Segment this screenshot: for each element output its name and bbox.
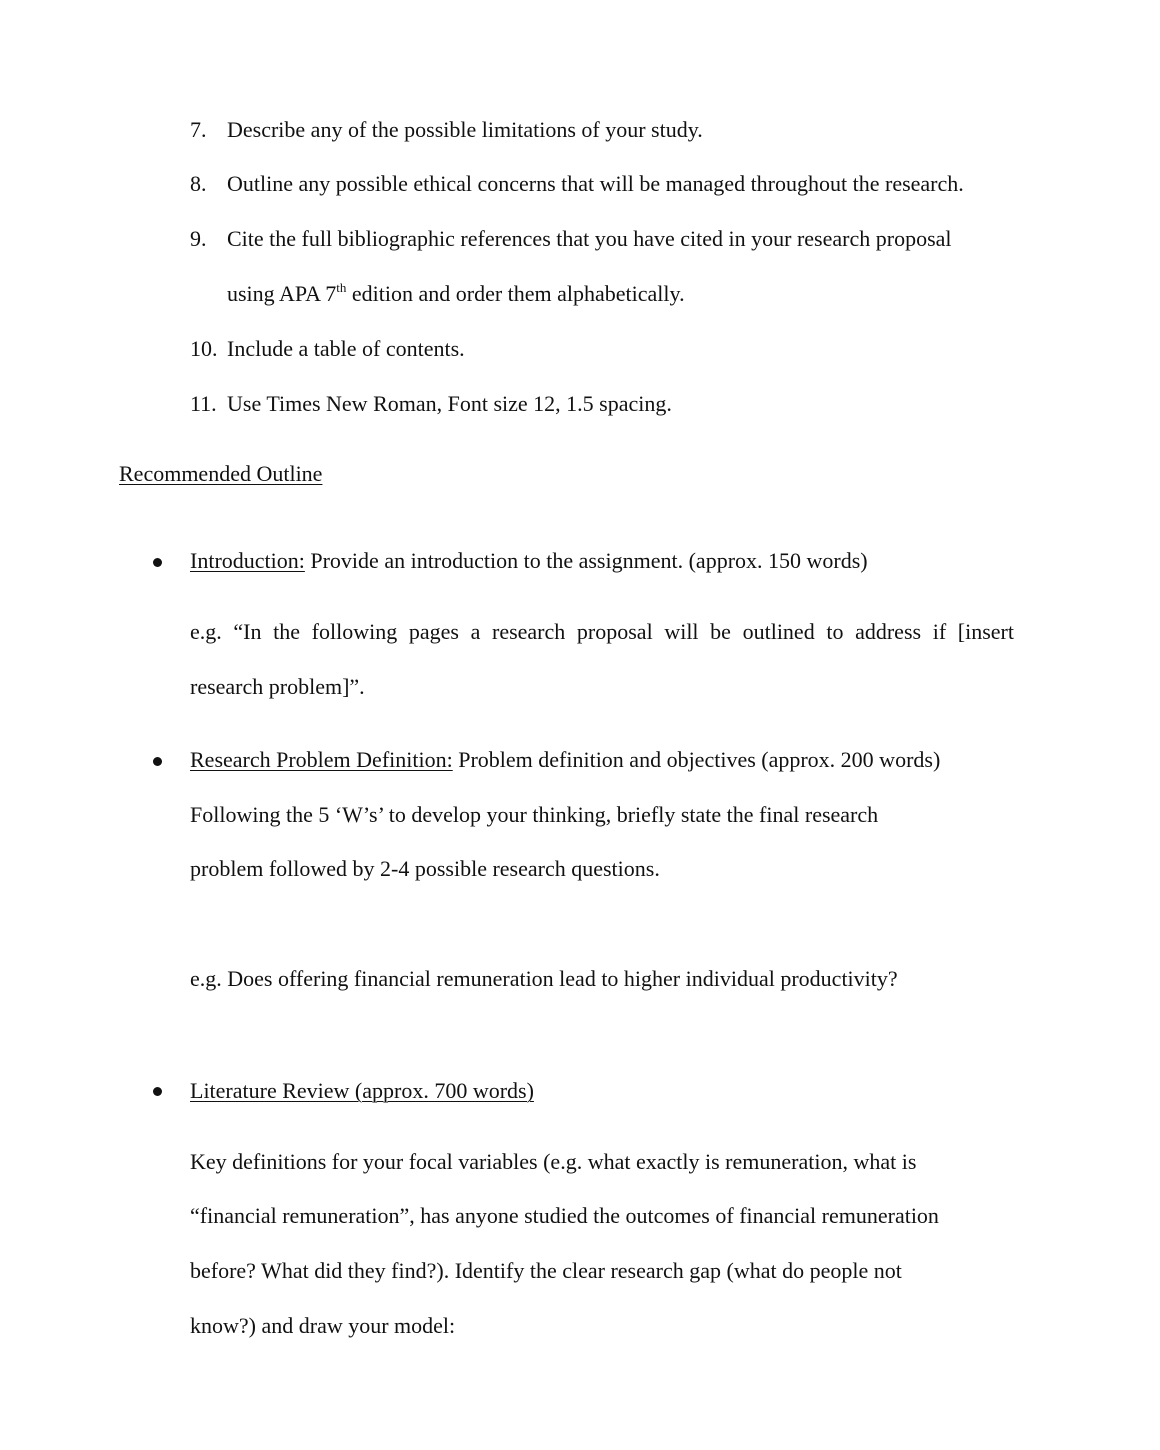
list-text-continued: using APA 7th edition and order them alphabetically. — [227, 280, 685, 306]
bullet-text: Provide an introduction to the assignment. (approx. 150 words) — [304, 548, 868, 573]
problem-example: e.g. Does offering financial remuneration lead to higher individual productivity? — [190, 966, 898, 991]
bullet-dot — [153, 1087, 162, 1096]
intro-example-line1: e.g. “In the following pages a research proposal will be outlined to address if [insert — [190, 619, 1014, 644]
literature-text-line3: before? What did they find?). Identify the clear research gap (what do people not — [190, 1258, 902, 1283]
literature-text-line4: know?) and draw your model: — [190, 1313, 456, 1338]
list-number: 7. — [190, 117, 207, 142]
superscript: th — [336, 280, 347, 295]
list-text: Include a table of contents. — [227, 336, 465, 361]
literature-text-line1: Key definitions for your focal variables (e.g. what exactly is remuneration, what is — [190, 1149, 917, 1174]
problem-text-line2: problem followed by 2-4 possible research questions. — [190, 856, 660, 881]
list-text: Describe any of the possible limitations of your study. — [227, 117, 703, 142]
problem-text-line1: Following the 5 ‘W’s’ to develop your thinking, briefly state the final research — [190, 802, 879, 827]
literature-text-line2: “financial remuneration”, has anyone studied the outcomes of financial remuneration — [190, 1203, 939, 1228]
list-text: Outline any possible ethical concerns that will be managed throughout the research. — [227, 171, 964, 196]
bullet-label: Introduction: — [190, 548, 305, 573]
list-text: Cite the full bibliographic references that you have cited in your research proposal — [227, 226, 952, 251]
bullet-literature-review: Literature Review (approx. 700 words) — [190, 1078, 534, 1103]
section-heading: Recommended Outline — [119, 461, 323, 486]
list-number: 8. — [190, 171, 207, 196]
bullet-introduction — [190, 548, 868, 574]
bullet-research-problem — [190, 747, 940, 773]
bullet-dot — [153, 558, 162, 567]
list-number: 10. — [190, 336, 218, 361]
list-number: 11. — [190, 391, 217, 416]
intro-example-line2: research problem]”. — [190, 674, 365, 699]
bullet-dot — [153, 757, 162, 766]
bullet-text: Problem definition and objectives (approx. 200 words) — [452, 747, 941, 772]
list-number: 9. — [190, 226, 207, 251]
list-text: Use Times New Roman, Font size 12, 1.5 spacing. — [227, 391, 672, 416]
bullet-label: Research Problem Definition: — [190, 747, 453, 772]
